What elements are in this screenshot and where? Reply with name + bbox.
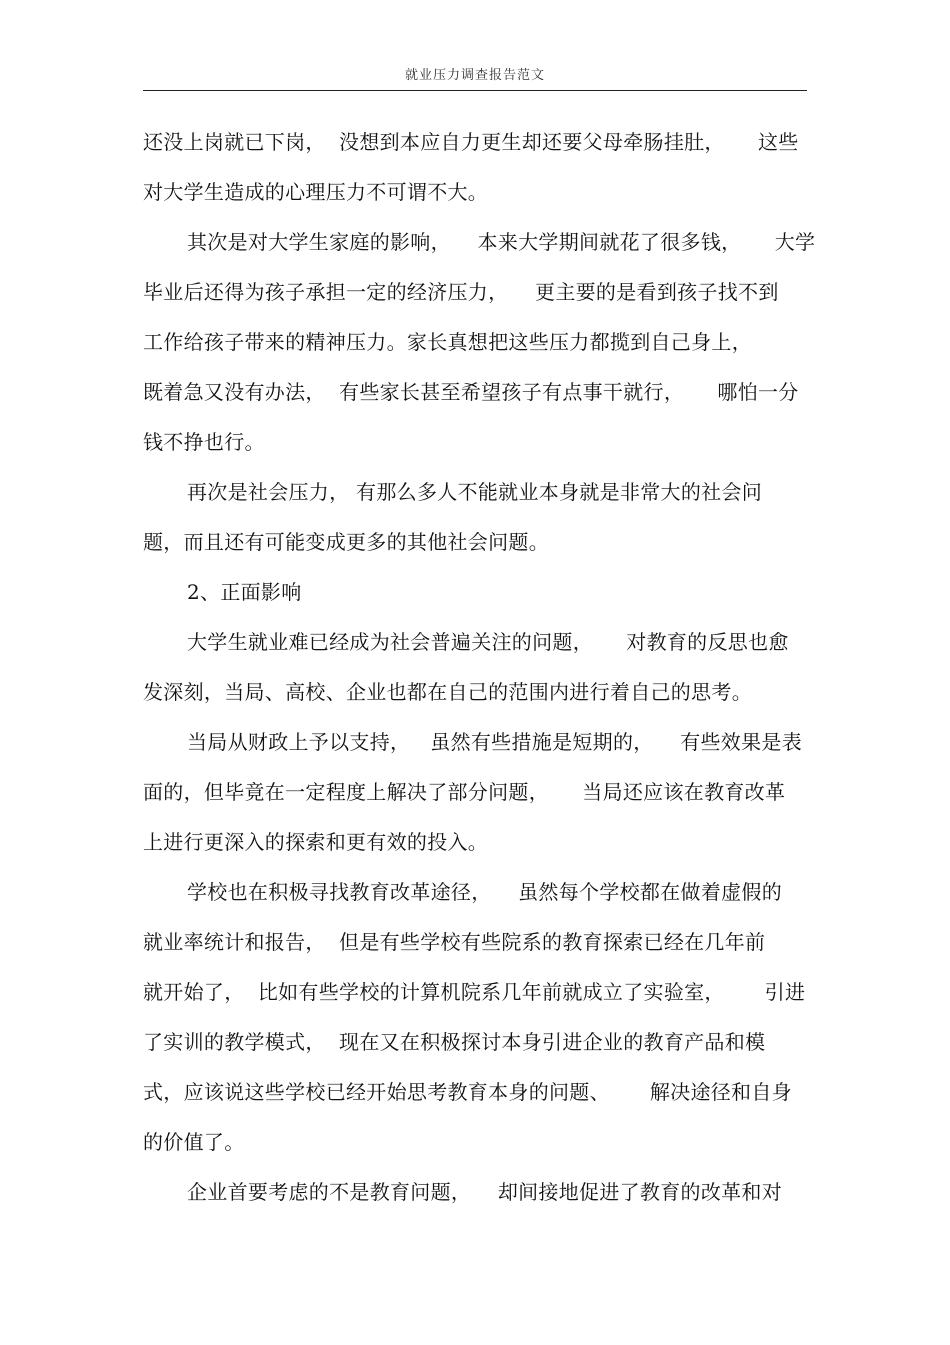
text-line: 的价值了。 [143, 1130, 245, 1154]
text-line: 当局从财政上予以支持， 虽然有些措施是短期的， 有些效果是表 [187, 730, 803, 754]
text-line: 还没上岗就已下岗， 没想到本应自力更生却还要父母牵肠挂肚， 这些 [143, 130, 799, 154]
text-line: 上进行更深入的探索和更有效的投入。 [143, 830, 489, 854]
text-line: 其次是对大学生家庭的影响， 本来大学期间就花了很多钱， 大学 [187, 230, 816, 254]
text-line: 再次是社会压力， 有那么多人不能就业本身就是非常大的社会问 [187, 480, 763, 504]
text-line: 对大学生造成的心理压力不可谓不大。 [143, 180, 489, 204]
text-line: 发深刻，当局、高校、企业也都在自己的范围内进行着自己的思考。 [143, 680, 752, 704]
text-line: 学校也在积极寻找教育改革途径， 虽然每个学校都在做着虚假的 [187, 880, 783, 904]
text-line: 题，而且还有可能变成更多的其他社会问题。 [143, 530, 549, 554]
header-divider [143, 90, 807, 91]
text-line: 面的，但毕竟在一定程度上解决了部分问题， 当局还应该在教育改革 [143, 780, 786, 804]
text-line: 毕业后还得为孩子承担一定的经济压力， 更主要的是看到孩子找不到 [143, 280, 779, 304]
text-line: 企业首要考虑的不是教育问题， 却间接地促进了教育的改革和对 [187, 1180, 783, 1204]
text-line: 了实训的教学模式， 现在又在积极探讨本身引进企业的教育产品和模 [143, 1030, 766, 1054]
text-line: 钱不挣也行。 [143, 430, 265, 454]
text-line: 就业率统计和报告， 但是有些学校有些院系的教育探索已经在几年前 [143, 930, 766, 954]
text-line: 既着急又没有办法， 有些家长甚至希望孩子有点事干就行， 哪怕一分 [143, 380, 799, 404]
text-line: 大学生就业难已经成为社会普遍关注的问题， 对教育的反思也愈 [187, 630, 789, 654]
page-header-title: 就业压力调查报告范文 [404, 68, 545, 83]
section-heading: 2、正面影响 [187, 580, 302, 604]
text-line: 就开始了， 比如有些学校的计算机院系几年前就成立了实验室， 引进 [143, 980, 806, 1004]
text-line: 式，应该说这些学校已经开始思考教育本身的问题、 解决途径和自身 [143, 1080, 792, 1104]
text-line: 工作给孩子带来的精神压力。家长真想把这些压力都揽到自己身上， [143, 330, 752, 354]
